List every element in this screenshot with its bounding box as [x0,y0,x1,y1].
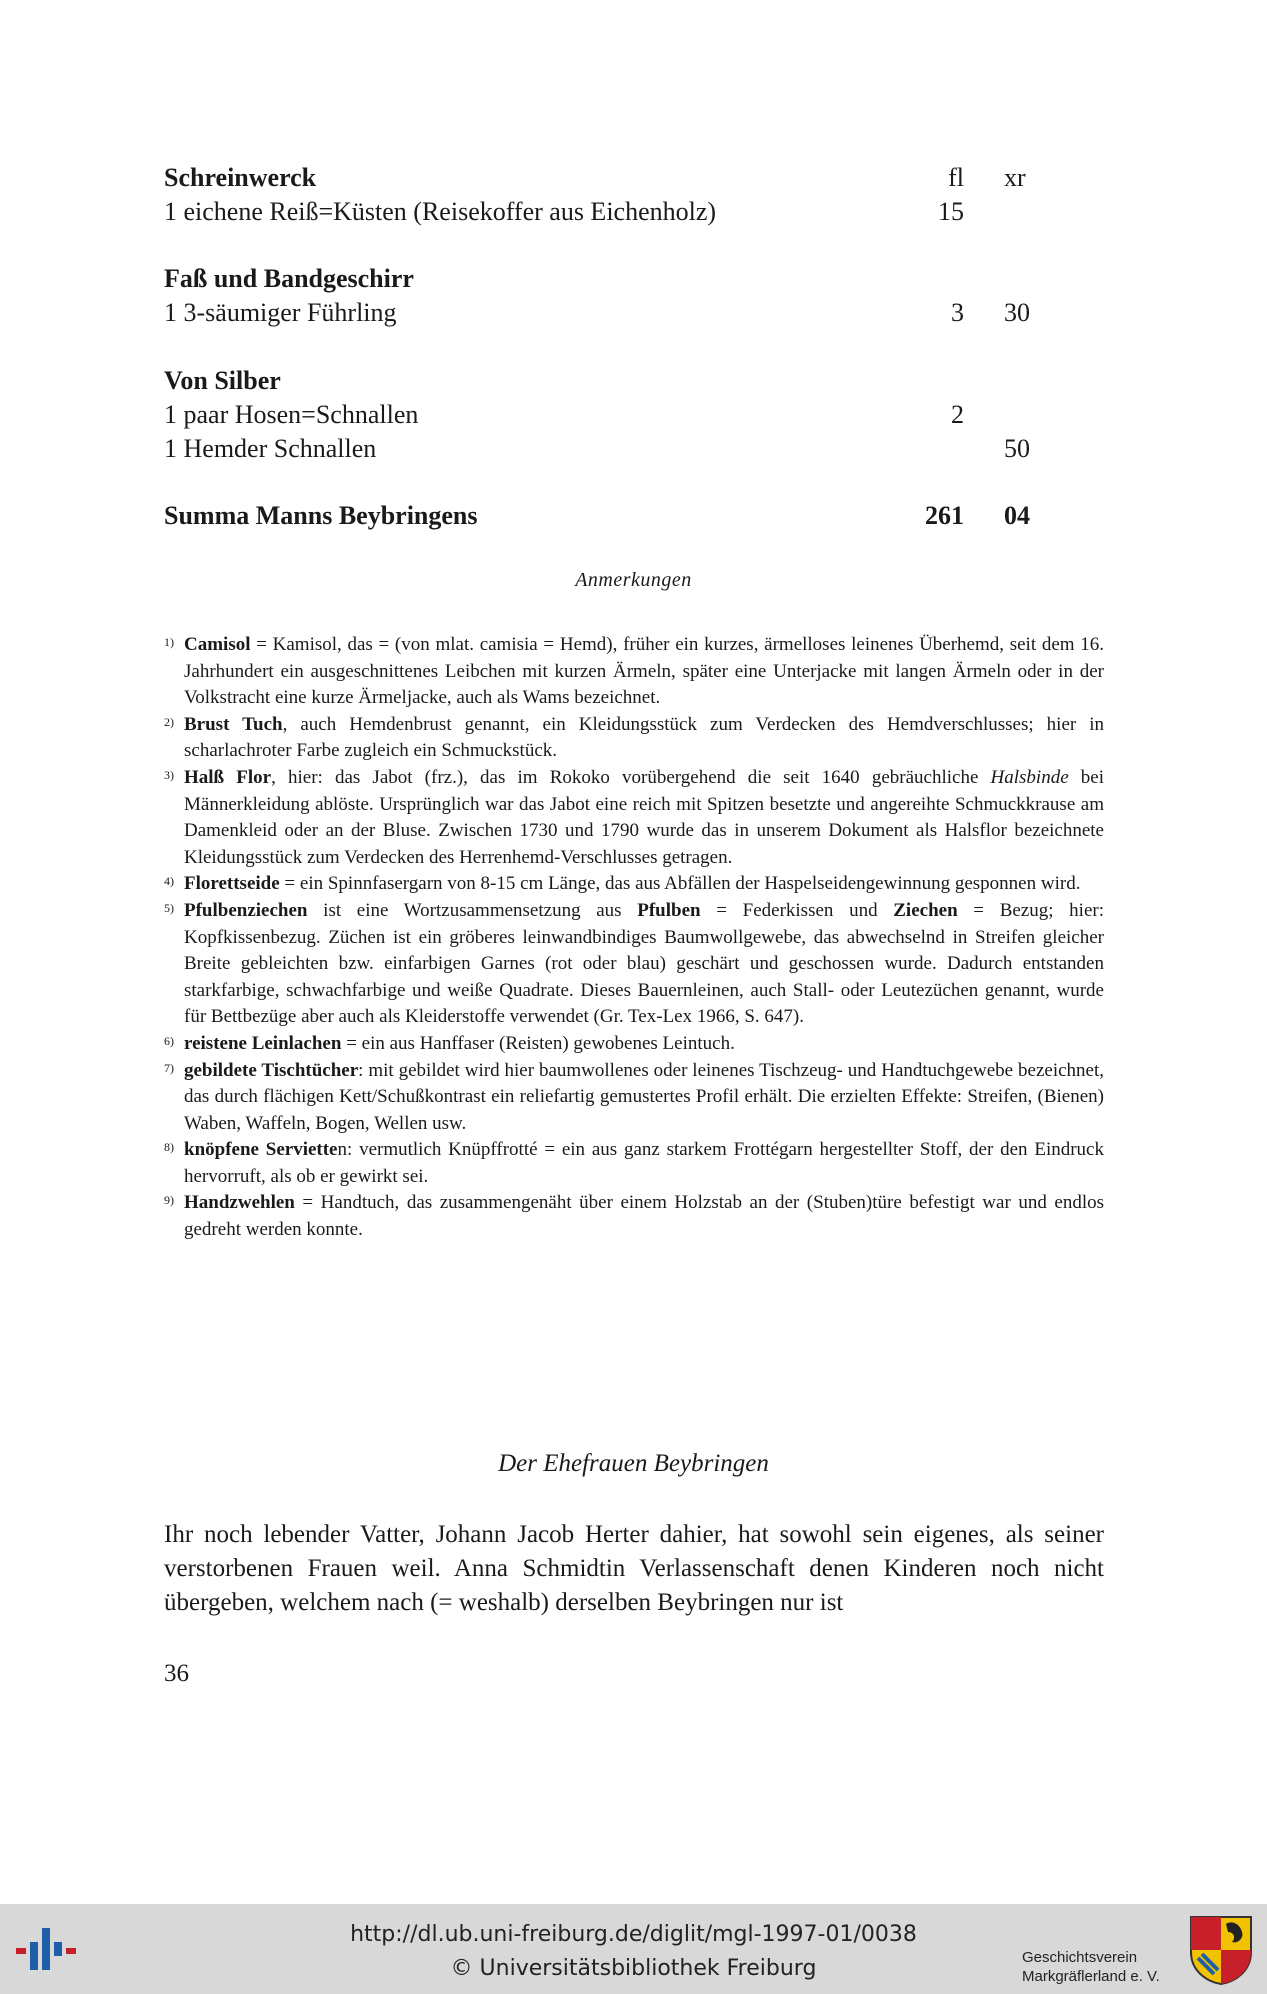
inventory-item-label: 1 eichene Reiß=Küsten (Reisekoffer aus Eichenholz) [164,197,717,226]
footnote-term: gebildete Tischtücher [184,1059,359,1081]
section-title: Der Ehefrauen Beybringen [498,1450,769,1477]
footnote [164,765,1104,871]
footnote-text: , hier: das Jabot (frz.), das im Rokoko vorübergehend die seit 1640 gebräuchliche [271,766,991,788]
inventory-item-fl: 2 [951,400,964,429]
column-header-xr: xr [1004,163,1026,192]
footnote [164,871,1104,898]
inventory-row-heading [164,364,1044,398]
notes-heading: Anmerkungen [575,569,692,591]
inventory-heading: Faß und Bandgeschirr [164,264,414,293]
inventory-row-heading [164,262,1044,296]
inventory-sum-fl: 261 [925,501,964,530]
footnote [164,632,1104,712]
footnote-term: Brust Tuch [184,713,283,735]
footnote-italic-term: Halsbinde [990,766,1069,788]
organization-name-line: Geschichtsverein [1022,1949,1138,1966]
footnotes-list [164,632,1104,1244]
footnote-text: n: vermutlich Knüpffrotté = ein aus ganz starkem Frottégarn hergestellter Stoff, der den Eindruck hervorruft, als ob er gewirkt sei. [184,1139,1104,1187]
footnote [164,1190,1104,1243]
footnote-text: = ein aus Hanffaser (Reisten) gewobenes Leintuch. [341,1032,735,1054]
footnote-number: 6) [164,1033,174,1048]
footnote-text: bei Männerkleidung ablöste. Ursprünglich war das Jabot eine reich mit Spitzen besetzte und angereihte Schmuckkrause am Damenkleid oder an der Bluse. Zwischen 1730 und 1790 wurde das in unserem Dokument als Halsflor bezeichnete Kleidungsstück zum Verdecken des Herrenhemd-Verschlusses getragen. [184,766,1104,868]
inventory-row-schreinwerck [164,161,1044,195]
footnote-term: Pfulben [637,899,701,921]
footnote [164,898,1104,1031]
inventory-heading: Von Silber [164,366,281,395]
footnote-number: 8) [164,1140,174,1155]
inventory-sum-label: Summa Manns Beybringens [164,501,478,530]
footnote-text: , auch Hemdenbrust genannt, ein Kleidungsstück zum Verdecken des Hemdverschlusses; hier in scharlachroter Farbe zugleich ein Schmuckstück. [184,713,1105,762]
inventory-heading: Schreinwerck [164,163,317,192]
footnote-number: 1) [164,635,174,649]
footnote-term: Handzwehlen [184,1192,295,1214]
inventory-row-item [164,432,1044,466]
organization-name [1022,1948,1160,1986]
footnote-text: : mit gebildet wird hier baumwollenes oder leinenes Tischzeug- und Handtuchgewebe bezeichnet, das durch flächigen Kett/Schußkontrast ein reliefartig gemustertes Profil erhält. Die erzielten Effekte: Streifen, (Bienen) Waben, Waffeln, Bogen, Wellen usw. [184,1059,1104,1134]
footnote-term: Camisol [184,634,251,655]
inventory-row-item [164,296,1044,330]
footnote-term: reistene Leinlachen [184,1032,342,1054]
inventory-item-fl: 3 [951,298,964,327]
footnote-number: 9) [164,1193,174,1208]
inventory-item-xr: 50 [1004,434,1030,463]
inventory-sum-xr: 04 [1004,501,1030,530]
footnote-term: Ziechen [893,899,958,921]
inventory-row-item [164,195,1044,229]
footnote-term: Florettseide [184,873,280,895]
footnote-text: = Handtuch, das zusammengenäht über einem Holzstab an der (Stuben)türe befestigt war und endlos gedreht werden konnte. [184,1192,1104,1241]
coat-of-arms-icon [1188,1914,1254,1986]
page-number: 36 [164,1660,189,1687]
inventory-item-label: 1 paar Hosen=Schnallen [164,400,419,429]
footnote-text: = ein Spinnfasergarn von 8-15 cm Länge, das aus Abfällen der Haspelseidengewinnung gesponnen wird. [279,873,1081,895]
footnote-term: knöpfene Serviette [184,1139,338,1161]
footnote-number: 4) [164,874,174,889]
column-header-fl: fl [948,163,964,192]
inventory-row-sum [164,499,1044,533]
inventory-item-label: 1 3-säumiger Führling [164,298,397,327]
body-paragraph: Ihr noch lebender Vatter, Johann Jacob Herter dahier, hat sowohl sein eigenes, als seiner verstorbenen Frauen weil. Anna Schmidtin Verlassenschaft denen Kinderen noch nicht übergeben, welchem nach (= weshalb) derselben Beybringen nur ist [164,1521,1104,1616]
footnote-number: 3) [164,767,174,782]
inventory-item-label: 1 Hemder Schnallen [164,434,377,463]
copyright-text: © Universitätsbibliothek Freiburg [450,1956,817,1981]
footnote [164,1137,1104,1190]
footnote-number: 7) [164,1060,174,1075]
footnote [164,1058,1104,1138]
inventory-row-item [164,398,1044,432]
document-url-link[interactable]: http://dl.ub.uni-freiburg.de/diglit/mgl-1997-01/0038 [350,1922,917,1947]
viewer-footer [0,1904,1267,1994]
footnote-text: = Bezug; hier: Kopfkissenbezug. Züchen ist ein gröberes leinwandbindiges Baumwollgewebe, das abwechselnd in Streifen gleicher Breite gebleichten bzw. einfarbigen Garnes (rot oder blau) geschärt und geschossen wurde. Dadurch entstanden starkfarbige, schwachfarbige und weiße Quadrate. Dieses Bauernleinen, auch Stall- oder Leutezüchen genannt, wurde für Bettbezüge aber auch als Kleiderstoffe verwendet (Gr. Tex-Lex 1966, S. 647). [184,899,1104,1028]
footnote-number: 5) [164,900,174,915]
footnote [164,712,1104,765]
footnote [164,1031,1104,1058]
footnote-text: = Federkissen und [700,899,894,921]
footnote-number: 2) [164,714,174,729]
footnote-text: ist eine Wortzusammensetzung aus [307,899,638,921]
footnote-term: Halß Flor [184,766,272,788]
footnote-term: Pfulbenziechen [184,899,308,921]
inventory-item-fl: 15 [938,197,964,226]
footnote-text: = Kamisol, das = (von mlat. camisia = Hemd), früher ein kurzes, ärmelloses leinenes Überhemd, seit dem 16. Jahrhundert ein ausgeschnittenes Leibchen mit kurzen Ärmeln, später eine Unterjacke mit langen Ärmeln oder in der Volkstracht eine kurze Ärmeljacke, auch als Wams bezeichnet. [184,634,1104,709]
inventory-item-xr: 30 [1004,298,1030,327]
organization-name-line: Markgräflerland e. V. [1022,1968,1160,1985]
